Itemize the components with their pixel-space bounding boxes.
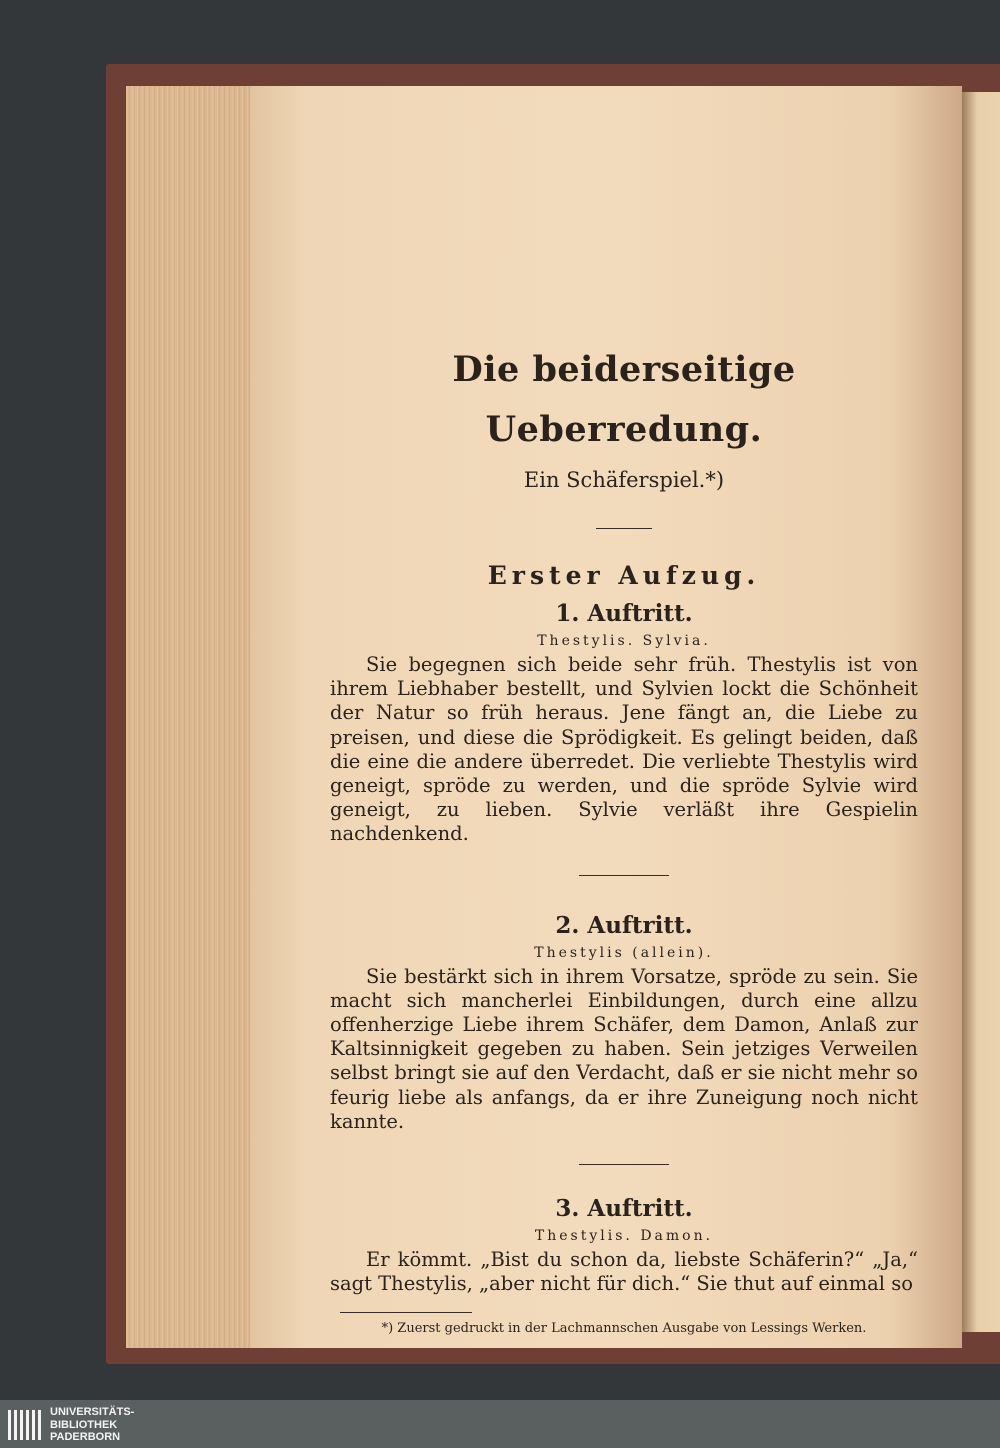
divider — [579, 875, 669, 876]
divider — [596, 528, 652, 529]
library-footer — [0, 1400, 1000, 1448]
scene-cast: Thestylis. Damon. — [534, 1228, 714, 1245]
act-heading: Erster Aufzug. — [487, 561, 761, 590]
scene-heading: 3. Auftritt. — [555, 1195, 693, 1223]
library-name-line: PADERBORN — [50, 1431, 121, 1443]
footnote: *) Zuerst gedruckt in der Lachmannschen Ausgabe von Lessings Werken. — [381, 1321, 867, 1337]
library-name — [50, 1406, 134, 1444]
scene-heading: 2. Auftritt. — [555, 911, 693, 939]
scene-text: Sie begegnen sich beide sehr früh. Thestylis ist von ihrem Liebhaber bestellt, und Sylvien lockt die Schönheit der Natur so früh heraus. Jene fängt an, die Liebe zu preisen, und diese die Sprödigkeit. Es gelingt beiden, daß die eine die andere überredet. Die verliebte Thestylis wird geneigt, spröde zu werden, und die spröde Sylvie wird geneigt, zu lieben. Sylvie verläßt ihre Gespielin nachdenkend. — [330, 653, 918, 846]
page-subtitle: Ein Schäferspiel.*) — [523, 468, 725, 492]
scene-heading: 1. Auftritt. — [555, 600, 693, 627]
library-name-line: BIBLIOTHEK — [50, 1418, 118, 1431]
scene-1 — [330, 600, 918, 847]
scene-2 — [330, 912, 918, 1134]
page-edges — [126, 86, 256, 1348]
scene-cast: Thestylis (allein). — [534, 944, 714, 961]
footnote-rule — [340, 1312, 472, 1313]
scene-cast: Thestylis. Sylvia. — [537, 633, 711, 649]
library-logo-icon — [6, 1406, 44, 1444]
library-name-line: UNIVERSITÄTS- — [50, 1406, 135, 1418]
page-content — [330, 340, 918, 1336]
scene-text: Sie bestärkt sich in ihrem Vorsatze, spröde zu sein. Sie macht sich mancherlei Einbildungen, durch eine allzu offenherzige Liebe ihrem Schäfer, dem Damon, Anlaß zur Kaltsinnigkeit gegeben zu haben. Sein jetziges Verweilen selbst bringt sie auf den Verdacht, daß er sie nicht mehr so feurig liebe als anfangs, da er ihre Zuneigung noch nicht kannte. — [330, 964, 918, 1133]
scene-3 — [330, 1195, 918, 1296]
scene-text: Er kömmt. „Bist du schon da, liebste Schäferin?“ „Ja,“ sagt Thestylis, „aber nicht für dich.“ Sie thut auf einmal so — [330, 1248, 918, 1296]
adjacent-page-edge — [962, 92, 1000, 1332]
divider — [579, 1164, 669, 1165]
page-title: Die beiderseitige Ueberredung. — [452, 349, 796, 450]
